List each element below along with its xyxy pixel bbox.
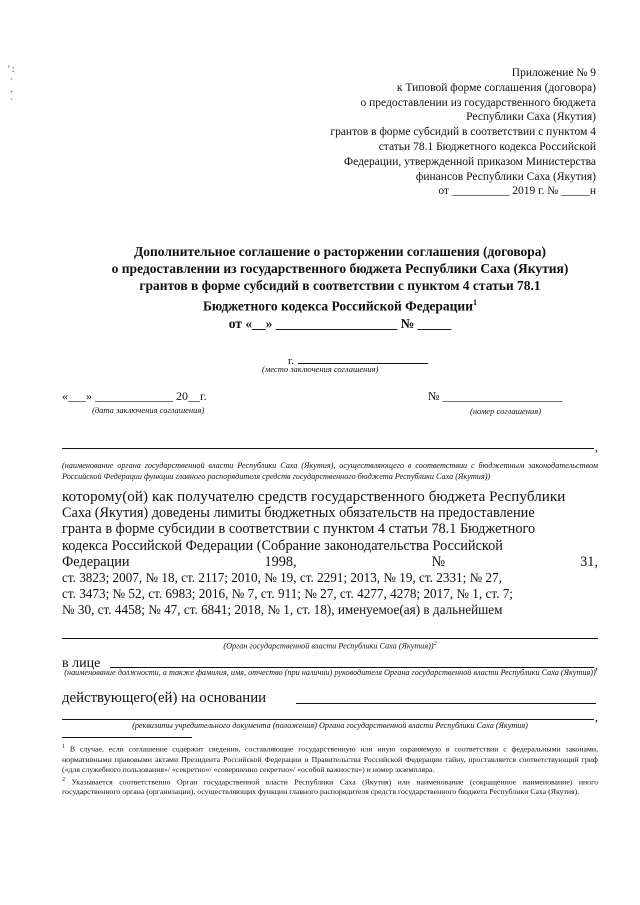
place-blank-line — [298, 353, 428, 364]
footnotes — [62, 742, 598, 797]
appendix-line: Приложение № 9 — [511, 67, 596, 79]
scan-artifact-marks: ' : · . · — [8, 64, 15, 104]
footnote — [62, 775, 598, 798]
paragraph-line-text: гранта в форме субсидии в соответствии с пунктом 4 статьи 78.1 Бюджетного — [62, 521, 536, 538]
paragraph-line — [62, 538, 598, 554]
appendix-line: финансов Республики Саха (Якутия) — [415, 170, 596, 183]
organ-blank-line — [62, 448, 594, 449]
agreement-date-field: «___» _____________ 20__г. — [62, 389, 207, 403]
paragraph-line-text: которому(ой) как получателю средств государственного бюджета Республики — [62, 489, 566, 505]
place-prefix: г. — [288, 355, 295, 367]
comma-mark: , — [595, 440, 598, 454]
comma-mark: , — [595, 710, 598, 724]
paragraph-word: Федерации — [62, 553, 130, 570]
paragraph-line — [62, 602, 598, 618]
agreement-date-caption: (дата заключения соглашения) — [92, 405, 205, 415]
paragraph-line-text: № 30, ст. 4458; № 47, ст. 6841; 2018, № 1, ст. 18), именуемое(ая) в дальнейшем — [62, 602, 503, 618]
paragraph-line — [62, 586, 598, 602]
face-caption: (наименование должности, а также фамилия, имя, отчество (при наличии) руководителя Органа государственной власти Республики Саха (Якутия)) — [64, 668, 596, 677]
organ-short-caption-text: (Орган государственной власти Республики Саха (Якутия)) — [223, 641, 434, 651]
paragraph-word: 31, — [580, 553, 598, 570]
title-line: грантов в форме субсидий в соответствии с пунктом 4 статьи 78.1 — [139, 278, 541, 293]
footnote-ref: 2 — [433, 641, 437, 647]
paragraph-line-text: Саха (Якутия) доведены лимиты бюджетных обязательств на предоставление — [62, 505, 535, 522]
title-line: о предоставлении из государственного бюджета Республики Саха (Якутия) — [111, 261, 569, 276]
appendix-line: о предоставлении из государственного бюджета — [360, 96, 596, 109]
title-line — [60, 294, 620, 315]
paragraph-line — [62, 505, 598, 521]
footnote-ref: 1 — [473, 298, 477, 307]
footnote-divider — [62, 737, 192, 738]
footnote-mark: 2 — [62, 776, 65, 783]
appendix-line: Федерации, утвержденной приказом Министерства — [344, 155, 596, 168]
appendix-line: грантов в форме субсидий в соответствии с пунктом 4 — [330, 126, 596, 139]
place-caption: (место заключения соглашения) — [262, 364, 379, 374]
organ-short-blank-line — [62, 638, 598, 639]
main-paragraph — [62, 489, 598, 619]
appendix-line: Республики Саха (Якутия) — [466, 111, 596, 124]
acting-label: действующего(ей) на основании — [62, 690, 267, 706]
paragraph-line — [62, 554, 598, 570]
acting-blank-line-2 — [62, 719, 594, 720]
appendix-line: от __________ 2019 г. № _____н — [438, 185, 596, 198]
title-line-text: Бюджетного кодекса Российской Федерации — [202, 298, 473, 314]
paragraph-line — [62, 570, 598, 586]
paragraph-line-text: ст. 3473; № 52, ст. 6983; 2016, № 7, ст. 911; № 27, ст. 4277, 4278; 2017, № 1, ст. 7; — [62, 586, 513, 602]
organ-caption: (наименование органа государственной власти Республики Саха (Якутия), осуществляющего в соответствии с бюджетным законодательством Российской Федерации функции главного распорядителя средств государственного бюджета Республики Саха (Якутия)) — [62, 461, 598, 481]
comma-mark: , — [595, 658, 598, 672]
footnote-text: Указывается соответственно Орган государственной власти Республики Саха (Якутия) или наименование (сокращенное наименование) иного государственного органа (организации), осуществляющих функции главного распорядителя средств государственного бюджета Республики Саха (Якутия). — [62, 777, 598, 797]
paragraph-line-text: ст. 3823; 2007, № 18, ст. 2117; 2010, № 19, ст. 2291; 2013, № 19, ст. 2331; № 27, — [62, 570, 502, 586]
organ-short-caption — [62, 641, 598, 651]
agreement-number-field: № ____________________ — [428, 389, 563, 403]
paragraph-line — [62, 521, 598, 537]
title-date-line: от «__» __________________ № _____ — [228, 315, 452, 331]
face-label: в лице — [62, 656, 101, 671]
paragraph-word: № — [431, 553, 446, 570]
appendix-header — [266, 66, 596, 199]
acting-caption: (реквизиты учредительного документа (положения) Органа государственной власти Республики Саха (Якутия) — [132, 721, 528, 730]
paragraph-line — [62, 489, 598, 505]
agreement-number-caption: (номер соглашения) — [470, 406, 542, 416]
document-title — [60, 243, 620, 332]
appendix-line: к Типовой форме соглашения (договора) — [396, 81, 596, 94]
acting-blank-line — [296, 703, 596, 704]
appendix-line: статьи 78.1 Бюджетного кодекса Российской — [378, 140, 596, 153]
footnote-mark: 1 — [62, 744, 65, 750]
paragraph-word: 1998, — [264, 553, 297, 570]
title-line: Дополнительное соглашение о расторжении соглашения (договора) — [133, 244, 547, 259]
footnote-text: В случае, если соглашение содержит сведения, составляющие государственную или иную охраняемую в соответствии с федеральными законами, нормативными правовыми актами Президента Российской Федерации и Правительства Российской Федерации тайну, проставляется соответствующий гриф («для служебного пользования»/ «секретно»/ «совершенно секретно»/ «особой важности») и номер экземпляра. — [62, 744, 599, 774]
paragraph-line-text: кодекса Российской Федерации (Собрание законодательства Российской — [62, 537, 503, 554]
footnote — [62, 742, 598, 775]
